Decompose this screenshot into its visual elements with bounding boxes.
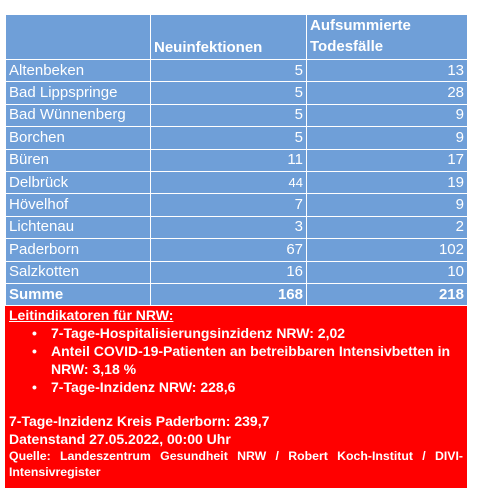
row-deaths: 9 — [307, 127, 468, 149]
row-new-infections: 5 — [151, 60, 307, 82]
header-municipality — [6, 15, 151, 60]
list-item — [32, 324, 467, 342]
indicator-panel — [5, 306, 467, 488]
row-deaths: 9 — [307, 194, 468, 216]
row-name: Altenbeken — [6, 60, 151, 82]
table-row — [6, 239, 468, 261]
row-new-infections: 67 — [151, 239, 307, 261]
table-row — [6, 194, 468, 216]
table-row — [6, 82, 468, 104]
sum-label: Summe — [6, 283, 151, 305]
row-name: Hövelhof — [6, 194, 151, 216]
row-new-infections: 5 — [151, 82, 307, 104]
row-name: Paderborn — [6, 239, 151, 261]
bullet-icon: • — [32, 379, 37, 396]
table-header-row — [6, 15, 468, 60]
indicator-text: 7-Tage-Inzidenz NRW: 228,6 — [51, 379, 236, 396]
infection-table — [5, 14, 468, 306]
row-new-infections: 7 — [151, 194, 307, 216]
row-new-infections: 5 — [151, 127, 307, 149]
bullet-icon: • — [32, 343, 37, 360]
row-new-infections: 5 — [151, 104, 307, 126]
row-new-infections: 3 — [151, 216, 307, 238]
source-note: Quelle: Landeszentrum Gesundheit NRW / Robert Koch-Institut / DIVI-Intensivregister — [9, 449, 463, 480]
row-name: Büren — [6, 149, 151, 171]
table-sum-row — [6, 283, 468, 305]
table-row — [6, 261, 468, 283]
table-row — [6, 171, 468, 193]
table-row — [6, 216, 468, 238]
sum-new-infections: 168 — [151, 283, 307, 305]
row-new-infections: 16 — [151, 261, 307, 283]
header-deaths: Aufsummierte Todesfälle — [307, 15, 468, 60]
row-name: Salzkotten — [6, 261, 151, 283]
indicator-text: Anteil COVID-19-Patienten an betreibbaren Intensivbetten in NRW: 3,18 % — [51, 343, 451, 378]
row-new-infections: 44 — [151, 171, 307, 193]
report-container — [5, 14, 467, 488]
table-row — [6, 127, 468, 149]
row-deaths: 19 — [307, 171, 468, 193]
row-deaths: 2 — [307, 216, 468, 238]
list-item — [32, 378, 467, 396]
sum-deaths: 218 — [307, 283, 468, 305]
row-deaths: 10 — [307, 261, 468, 283]
table-row — [6, 104, 468, 126]
row-name: Bad Lippspringe — [6, 82, 151, 104]
indicator-list — [5, 324, 467, 396]
header-new-infections: Neuinfektionen — [151, 15, 307, 60]
indicator-text: 7-Tage-Hospitalisierungsinzidenz NRW: 2,02 — [51, 325, 346, 342]
table-row — [6, 60, 468, 82]
row-name: Borchen — [6, 127, 151, 149]
row-name: Delbrück — [6, 171, 151, 193]
data-date: Datenstand 27.05.2022, 00:00 Uhr — [9, 431, 231, 448]
row-name: Lichtenau — [6, 216, 151, 238]
list-item — [32, 342, 467, 378]
row-deaths: 13 — [307, 60, 468, 82]
indicator-title: Leitindikatoren für NRW: — [9, 307, 174, 324]
row-deaths: 17 — [307, 149, 468, 171]
row-deaths: 28 — [307, 82, 468, 104]
table-row — [6, 149, 468, 171]
row-new-infections: 11 — [151, 149, 307, 171]
district-incidence: 7-Tage-Inzidenz Kreis Paderborn: 239,7 — [9, 413, 270, 430]
row-deaths: 9 — [307, 104, 468, 126]
row-name: Bad Wünnenberg — [6, 104, 151, 126]
row-deaths: 102 — [307, 239, 468, 261]
bullet-icon: • — [32, 325, 37, 342]
